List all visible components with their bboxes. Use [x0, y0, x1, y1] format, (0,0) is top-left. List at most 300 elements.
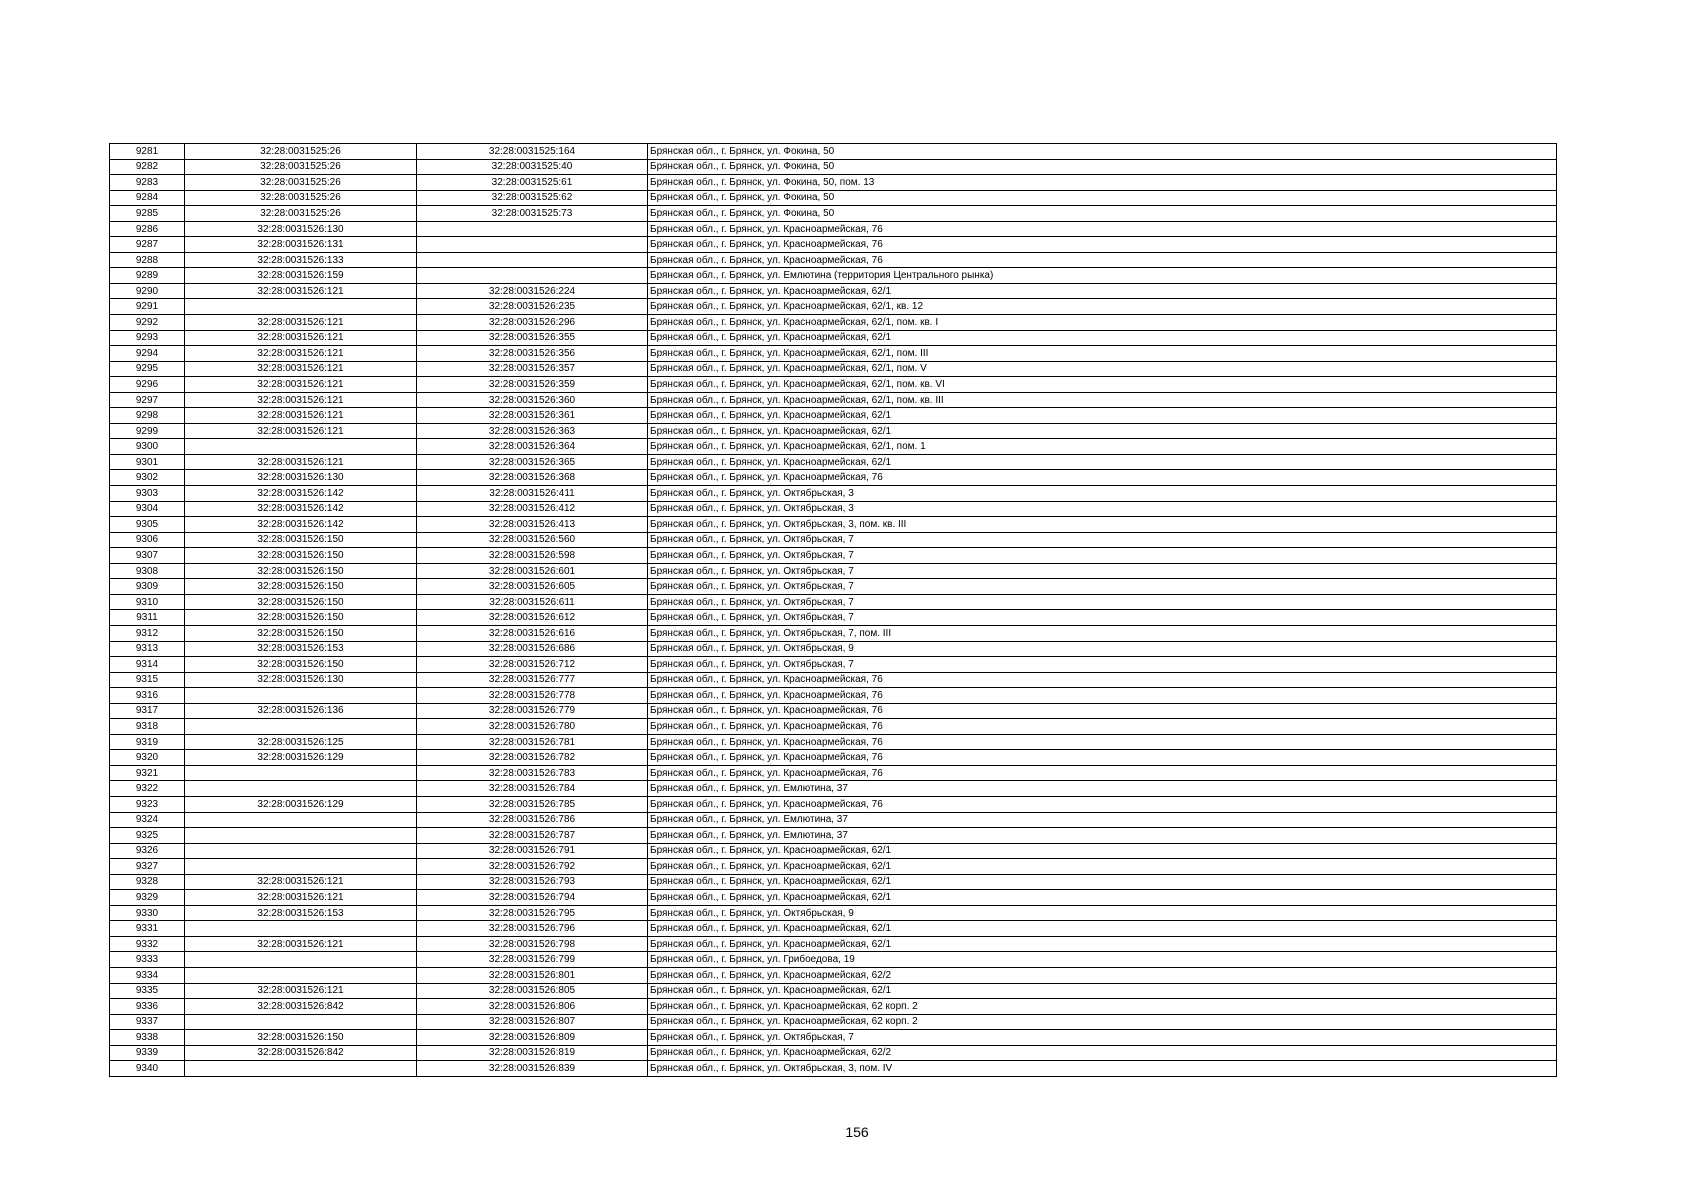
object-cadastral-number-cell: 32:28:0031526:786	[417, 812, 648, 828]
object-cadastral-number-cell: 32:28:0031526:819	[417, 1045, 648, 1061]
table-row	[110, 237, 1557, 253]
object-cadastral-number-cell: 32:28:0031525:40	[417, 159, 648, 175]
row-number-cell: 9301	[110, 454, 185, 470]
object-cadastral-number-cell: 32:28:0031526:778	[417, 688, 648, 704]
table-row	[110, 796, 1557, 812]
object-cadastral-number-cell: 32:28:0031526:801	[417, 967, 648, 983]
address-cell: Брянская обл., г. Брянск, ул. Октябрьская, 7	[648, 610, 1557, 626]
address-cell: Брянская обл., г. Брянск, ул. Красноармейская, 62/1	[648, 874, 1557, 890]
row-number-cell: 9309	[110, 579, 185, 595]
address-cell: Брянская обл., г. Брянск, ул. Красноармейская, 62/1, кв. 12	[648, 299, 1557, 315]
object-cadastral-number-cell: 32:28:0031526:783	[417, 765, 648, 781]
object-cadastral-number-cell: 32:28:0031526:363	[417, 423, 648, 439]
row-number-cell: 9297	[110, 392, 185, 408]
object-cadastral-number-cell: 32:28:0031526:782	[417, 750, 648, 766]
row-number-cell: 9293	[110, 330, 185, 346]
table-row	[110, 999, 1557, 1015]
parent-cadastral-number-cell: 32:28:0031526:121	[185, 874, 417, 890]
address-cell: Брянская обл., г. Брянск, ул. Фокина, 50	[648, 144, 1557, 160]
table-row	[110, 610, 1557, 626]
parent-cadastral-number-cell: 32:28:0031526:121	[185, 408, 417, 424]
parent-cadastral-number-cell: 32:28:0031525:26	[185, 206, 417, 222]
address-cell: Брянская обл., г. Брянск, ул. Октябрьская, 3, пом. IV	[648, 1061, 1557, 1077]
object-cadastral-number-cell: 32:28:0031526:793	[417, 874, 648, 890]
parent-cadastral-number-cell: 32:28:0031526:150	[185, 548, 417, 564]
object-cadastral-number-cell: 32:28:0031526:791	[417, 843, 648, 859]
row-number-cell: 9318	[110, 719, 185, 735]
address-cell: Брянская обл., г. Брянск, ул. Емлютина, 37	[648, 828, 1557, 844]
table-row	[110, 206, 1557, 222]
table-row	[110, 532, 1557, 548]
table-row	[110, 377, 1557, 393]
address-cell: Брянская обл., г. Брянск, ул. Октябрьская, 9	[648, 641, 1557, 657]
object-cadastral-number-cell: 32:28:0031526:412	[417, 501, 648, 517]
parent-cadastral-number-cell: 32:28:0031526:121	[185, 283, 417, 299]
address-cell: Брянская обл., г. Брянск, ул. Октябрьская, 7	[648, 548, 1557, 564]
address-cell: Брянская обл., г. Брянск, ул. Красноармейская, 62/1	[648, 283, 1557, 299]
address-cell: Брянская обл., г. Брянск, ул. Красноармейская, 76	[648, 796, 1557, 812]
parent-cadastral-number-cell: 32:28:0031526:129	[185, 796, 417, 812]
object-cadastral-number-cell: 32:28:0031526:794	[417, 890, 648, 906]
parent-cadastral-number-cell: 32:28:0031526:842	[185, 999, 417, 1015]
row-number-cell: 9286	[110, 221, 185, 237]
row-number-cell: 9332	[110, 936, 185, 952]
row-number-cell: 9320	[110, 750, 185, 766]
parent-cadastral-number-cell: 32:28:0031526:125	[185, 734, 417, 750]
address-cell: Брянская обл., г. Брянск, ул. Октябрьская, 3	[648, 486, 1557, 502]
row-number-cell: 9307	[110, 548, 185, 564]
row-number-cell: 9289	[110, 268, 185, 284]
row-number-cell: 9296	[110, 377, 185, 393]
table-row	[110, 688, 1557, 704]
parent-cadastral-number-cell	[185, 952, 417, 968]
parent-cadastral-number-cell: 32:28:0031526:121	[185, 361, 417, 377]
address-cell: Брянская обл., г. Брянск, ул. Красноармейская, 62/1, пом. кв. III	[648, 392, 1557, 408]
table-row	[110, 703, 1557, 719]
row-number-cell: 9290	[110, 283, 185, 299]
cadastral-register-table	[109, 143, 1557, 1077]
parent-cadastral-number-cell: 32:28:0031526:136	[185, 703, 417, 719]
address-cell: Брянская обл., г. Брянск, ул. Красноармейская, 62/2	[648, 967, 1557, 983]
parent-cadastral-number-cell: 32:28:0031526:150	[185, 579, 417, 595]
table-row	[110, 983, 1557, 999]
object-cadastral-number-cell: 32:28:0031526:787	[417, 828, 648, 844]
table-row	[110, 734, 1557, 750]
parent-cadastral-number-cell	[185, 812, 417, 828]
table-row	[110, 175, 1557, 191]
table-row	[110, 859, 1557, 875]
parent-cadastral-number-cell: 32:28:0031526:130	[185, 221, 417, 237]
object-cadastral-number-cell: 32:28:0031526:796	[417, 921, 648, 937]
parent-cadastral-number-cell: 32:28:0031526:129	[185, 750, 417, 766]
table-row	[110, 283, 1557, 299]
row-number-cell: 9305	[110, 517, 185, 533]
object-cadastral-number-cell: 32:28:0031526:356	[417, 346, 648, 362]
object-cadastral-number-cell: 32:28:0031526:357	[417, 361, 648, 377]
parent-cadastral-number-cell: 32:28:0031526:153	[185, 905, 417, 921]
row-number-cell: 9313	[110, 641, 185, 657]
row-number-cell: 9312	[110, 625, 185, 641]
object-cadastral-number-cell	[417, 268, 648, 284]
row-number-cell: 9311	[110, 610, 185, 626]
object-cadastral-number-cell: 32:28:0031526:355	[417, 330, 648, 346]
object-cadastral-number-cell: 32:28:0031526:368	[417, 470, 648, 486]
table-row	[110, 750, 1557, 766]
table-row	[110, 1030, 1557, 1046]
object-cadastral-number-cell: 32:28:0031526:361	[417, 408, 648, 424]
table-row	[110, 563, 1557, 579]
row-number-cell: 9287	[110, 237, 185, 253]
address-cell: Брянская обл., г. Брянск, ул. Фокина, 50, пом. 13	[648, 175, 1557, 191]
row-number-cell: 9325	[110, 828, 185, 844]
table-row	[110, 1014, 1557, 1030]
table-row	[110, 828, 1557, 844]
parent-cadastral-number-cell: 32:28:0031526:121	[185, 454, 417, 470]
object-cadastral-number-cell: 32:28:0031526:792	[417, 859, 648, 875]
row-number-cell: 9326	[110, 843, 185, 859]
parent-cadastral-number-cell: 32:28:0031526:153	[185, 641, 417, 657]
object-cadastral-number-cell: 32:28:0031526:806	[417, 999, 648, 1015]
table-row	[110, 190, 1557, 206]
parent-cadastral-number-cell: 32:28:0031526:130	[185, 470, 417, 486]
row-number-cell: 9298	[110, 408, 185, 424]
parent-cadastral-number-cell: 32:28:0031526:121	[185, 330, 417, 346]
object-cadastral-number-cell: 32:28:0031526:601	[417, 563, 648, 579]
address-cell: Брянская обл., г. Брянск, ул. Красноармейская, 62/1	[648, 983, 1557, 999]
row-number-cell: 9339	[110, 1045, 185, 1061]
row-number-cell: 9303	[110, 486, 185, 502]
object-cadastral-number-cell: 32:28:0031525:73	[417, 206, 648, 222]
table-row	[110, 408, 1557, 424]
parent-cadastral-number-cell: 32:28:0031526:150	[185, 625, 417, 641]
object-cadastral-number-cell	[417, 237, 648, 253]
parent-cadastral-number-cell: 32:28:0031526:150	[185, 610, 417, 626]
address-cell: Брянская обл., г. Брянск, ул. Красноармейская, 76	[648, 672, 1557, 688]
object-cadastral-number-cell: 32:28:0031526:360	[417, 392, 648, 408]
address-cell: Брянская обл., г. Брянск, ул. Грибоедова, 19	[648, 952, 1557, 968]
table-row	[110, 221, 1557, 237]
parent-cadastral-number-cell: 32:28:0031526:121	[185, 377, 417, 393]
object-cadastral-number-cell	[417, 221, 648, 237]
parent-cadastral-number-cell	[185, 688, 417, 704]
parent-cadastral-number-cell	[185, 765, 417, 781]
parent-cadastral-number-cell: 32:28:0031526:142	[185, 517, 417, 533]
row-number-cell: 9302	[110, 470, 185, 486]
row-number-cell: 9331	[110, 921, 185, 937]
object-cadastral-number-cell: 32:28:0031526:598	[417, 548, 648, 564]
table-row	[110, 299, 1557, 315]
table-row	[110, 874, 1557, 890]
row-number-cell: 9334	[110, 967, 185, 983]
address-cell: Брянская обл., г. Брянск, ул. Октябрьская, 7	[648, 563, 1557, 579]
parent-cadastral-number-cell	[185, 719, 417, 735]
address-cell: Брянская обл., г. Брянск, ул. Красноармейская, 62/1, пом. кв. I	[648, 315, 1557, 331]
object-cadastral-number-cell: 32:28:0031526:411	[417, 486, 648, 502]
object-cadastral-number-cell: 32:28:0031526:798	[417, 936, 648, 952]
object-cadastral-number-cell: 32:28:0031526:799	[417, 952, 648, 968]
address-cell: Брянская обл., г. Брянск, ул. Емлютина (территория Центрального рынка)	[648, 268, 1557, 284]
table-row	[110, 594, 1557, 610]
object-cadastral-number-cell: 32:28:0031525:164	[417, 144, 648, 160]
object-cadastral-number-cell: 32:28:0031526:784	[417, 781, 648, 797]
table-row	[110, 423, 1557, 439]
table-row	[110, 967, 1557, 983]
address-cell: Брянская обл., г. Брянск, ул. Красноармейская, 62/1	[648, 408, 1557, 424]
object-cadastral-number-cell: 32:28:0031525:61	[417, 175, 648, 191]
table-row	[110, 470, 1557, 486]
row-number-cell: 9282	[110, 159, 185, 175]
object-cadastral-number-cell: 32:28:0031526:805	[417, 983, 648, 999]
row-number-cell: 9324	[110, 812, 185, 828]
table-row	[110, 625, 1557, 641]
parent-cadastral-number-cell	[185, 921, 417, 937]
address-cell: Брянская обл., г. Брянск, ул. Октябрьская, 7, пом. III	[648, 625, 1557, 641]
row-number-cell: 9337	[110, 1014, 185, 1030]
table-row	[110, 812, 1557, 828]
address-cell: Брянская обл., г. Брянск, ул. Емлютина, 37	[648, 812, 1557, 828]
parent-cadastral-number-cell: 32:28:0031525:26	[185, 144, 417, 160]
address-cell: Брянская обл., г. Брянск, ул. Красноармейская, 62/1, пом. III	[648, 346, 1557, 362]
address-cell: Брянская обл., г. Брянск, ул. Октябрьская, 7	[648, 579, 1557, 595]
address-cell: Брянская обл., г. Брянск, ул. Красноармейская, 62/2	[648, 1045, 1557, 1061]
table-row	[110, 392, 1557, 408]
row-number-cell: 9294	[110, 346, 185, 362]
parent-cadastral-number-cell: 32:28:0031526:150	[185, 657, 417, 673]
register-table-body	[110, 144, 1557, 1077]
object-cadastral-number-cell: 32:28:0031526:364	[417, 439, 648, 455]
object-cadastral-number-cell: 32:28:0031526:605	[417, 579, 648, 595]
parent-cadastral-number-cell: 32:28:0031525:26	[185, 159, 417, 175]
object-cadastral-number-cell: 32:28:0031526:413	[417, 517, 648, 533]
parent-cadastral-number-cell: 32:28:0031526:150	[185, 594, 417, 610]
object-cadastral-number-cell: 32:28:0031525:62	[417, 190, 648, 206]
table-row	[110, 921, 1557, 937]
parent-cadastral-number-cell	[185, 859, 417, 875]
address-cell: Брянская обл., г. Брянск, ул. Красноармейская, 76	[648, 470, 1557, 486]
parent-cadastral-number-cell	[185, 299, 417, 315]
table-row	[110, 579, 1557, 595]
address-cell: Брянская обл., г. Брянск, ул. Красноармейская, 76	[648, 765, 1557, 781]
parent-cadastral-number-cell	[185, 828, 417, 844]
object-cadastral-number-cell: 32:28:0031526:779	[417, 703, 648, 719]
address-cell: Брянская обл., г. Брянск, ул. Красноармейская, 62/1	[648, 890, 1557, 906]
parent-cadastral-number-cell	[185, 781, 417, 797]
table-row	[110, 765, 1557, 781]
address-cell: Брянская обл., г. Брянск, ул. Красноармейская, 62/1	[648, 859, 1557, 875]
parent-cadastral-number-cell: 32:28:0031526:121	[185, 315, 417, 331]
address-cell: Брянская обл., г. Брянск, ул. Красноармейская, 62/1	[648, 454, 1557, 470]
row-number-cell: 9322	[110, 781, 185, 797]
address-cell: Брянская обл., г. Брянск, ул. Красноармейская, 76	[648, 719, 1557, 735]
row-number-cell: 9285	[110, 206, 185, 222]
table-row	[110, 1061, 1557, 1077]
address-cell: Брянская обл., г. Брянск, ул. Красноармейская, 62 корп. 2	[648, 1014, 1557, 1030]
address-cell: Брянская обл., г. Брянск, ул. Октябрьская, 3	[648, 501, 1557, 517]
parent-cadastral-number-cell: 32:28:0031526:150	[185, 563, 417, 579]
parent-cadastral-number-cell: 32:28:0031526:142	[185, 501, 417, 517]
table-row	[110, 252, 1557, 268]
parent-cadastral-number-cell: 32:28:0031526:842	[185, 1045, 417, 1061]
object-cadastral-number-cell: 32:28:0031526:780	[417, 719, 648, 735]
address-cell: Брянская обл., г. Брянск, ул. Фокина, 50	[648, 206, 1557, 222]
row-number-cell: 9299	[110, 423, 185, 439]
table-row	[110, 781, 1557, 797]
table-row	[110, 159, 1557, 175]
parent-cadastral-number-cell: 32:28:0031526:121	[185, 392, 417, 408]
object-cadastral-number-cell: 32:28:0031526:807	[417, 1014, 648, 1030]
row-number-cell: 9319	[110, 734, 185, 750]
address-cell: Брянская обл., г. Брянск, ул. Фокина, 50	[648, 190, 1557, 206]
row-number-cell: 9292	[110, 315, 185, 331]
table-row	[110, 486, 1557, 502]
row-number-cell: 9316	[110, 688, 185, 704]
address-cell: Брянская обл., г. Брянск, ул. Красноармейская, 76	[648, 750, 1557, 766]
table-row	[110, 454, 1557, 470]
table-row	[110, 268, 1557, 284]
row-number-cell: 9300	[110, 439, 185, 455]
object-cadastral-number-cell: 32:28:0031526:686	[417, 641, 648, 657]
parent-cadastral-number-cell	[185, 439, 417, 455]
row-number-cell: 9310	[110, 594, 185, 610]
parent-cadastral-number-cell	[185, 1014, 417, 1030]
row-number-cell: 9291	[110, 299, 185, 315]
object-cadastral-number-cell: 32:28:0031526:839	[417, 1061, 648, 1077]
object-cadastral-number-cell: 32:28:0031526:296	[417, 315, 648, 331]
row-number-cell: 9340	[110, 1061, 185, 1077]
object-cadastral-number-cell: 32:28:0031526:224	[417, 283, 648, 299]
object-cadastral-number-cell: 32:28:0031526:560	[417, 532, 648, 548]
parent-cadastral-number-cell: 32:28:0031526:150	[185, 1030, 417, 1046]
table-row	[110, 517, 1557, 533]
row-number-cell: 9284	[110, 190, 185, 206]
parent-cadastral-number-cell: 32:28:0031526:121	[185, 346, 417, 362]
parent-cadastral-number-cell: 32:28:0031525:26	[185, 190, 417, 206]
row-number-cell: 9328	[110, 874, 185, 890]
table-row	[110, 144, 1557, 160]
table-row	[110, 843, 1557, 859]
table-row	[110, 501, 1557, 517]
row-number-cell: 9315	[110, 672, 185, 688]
row-number-cell: 9321	[110, 765, 185, 781]
object-cadastral-number-cell: 32:28:0031526:809	[417, 1030, 648, 1046]
address-cell: Брянская обл., г. Брянск, ул. Красноармейская, 76	[648, 237, 1557, 253]
row-number-cell: 9327	[110, 859, 185, 875]
address-cell: Брянская обл., г. Брянск, ул. Красноармейская, 62/1, пом. V	[648, 361, 1557, 377]
table-row	[110, 346, 1557, 362]
parent-cadastral-number-cell: 32:28:0031526:150	[185, 532, 417, 548]
address-cell: Брянская обл., г. Брянск, ул. Красноармейская, 62/1, пом. 1	[648, 439, 1557, 455]
address-cell: Брянская обл., г. Брянск, ул. Красноармейская, 62/1	[648, 936, 1557, 952]
row-number-cell: 9323	[110, 796, 185, 812]
address-cell: Брянская обл., г. Брянск, ул. Красноармейская, 62/1	[648, 423, 1557, 439]
row-number-cell: 9283	[110, 175, 185, 191]
row-number-cell: 9306	[110, 532, 185, 548]
address-cell: Брянская обл., г. Брянск, ул. Октябрьская, 3, пом. кв. III	[648, 517, 1557, 533]
object-cadastral-number-cell: 32:28:0031526:781	[417, 734, 648, 750]
address-cell: Брянская обл., г. Брянск, ул. Красноармейская, 76	[648, 688, 1557, 704]
parent-cadastral-number-cell: 32:28:0031525:26	[185, 175, 417, 191]
table-row	[110, 936, 1557, 952]
object-cadastral-number-cell: 32:28:0031526:612	[417, 610, 648, 626]
address-cell: Брянская обл., г. Брянск, ул. Красноармейская, 76	[648, 221, 1557, 237]
table-row	[110, 361, 1557, 377]
object-cadastral-number-cell	[417, 252, 648, 268]
table-row	[110, 548, 1557, 564]
parent-cadastral-number-cell: 32:28:0031526:159	[185, 268, 417, 284]
row-number-cell: 9330	[110, 905, 185, 921]
parent-cadastral-number-cell: 32:28:0031526:133	[185, 252, 417, 268]
address-cell: Брянская обл., г. Брянск, ул. Красноармейская, 62/1	[648, 330, 1557, 346]
parent-cadastral-number-cell	[185, 967, 417, 983]
table-row	[110, 641, 1557, 657]
address-cell: Брянская обл., г. Брянск, ул. Красноармейская, 62/1	[648, 843, 1557, 859]
parent-cadastral-number-cell: 32:28:0031526:121	[185, 423, 417, 439]
table-row	[110, 905, 1557, 921]
object-cadastral-number-cell: 32:28:0031526:359	[417, 377, 648, 393]
row-number-cell: 9317	[110, 703, 185, 719]
table-row	[110, 1045, 1557, 1061]
row-number-cell: 9333	[110, 952, 185, 968]
object-cadastral-number-cell: 32:28:0031526:365	[417, 454, 648, 470]
page-number: 156	[845, 1124, 869, 1140]
object-cadastral-number-cell: 32:28:0031526:616	[417, 625, 648, 641]
object-cadastral-number-cell: 32:28:0031526:712	[417, 657, 648, 673]
table-row	[110, 952, 1557, 968]
parent-cadastral-number-cell: 32:28:0031526:130	[185, 672, 417, 688]
address-cell: Брянская обл., г. Брянск, ул. Красноармейская, 76	[648, 703, 1557, 719]
object-cadastral-number-cell: 32:28:0031526:611	[417, 594, 648, 610]
object-cadastral-number-cell: 32:28:0031526:795	[417, 905, 648, 921]
row-number-cell: 9314	[110, 657, 185, 673]
address-cell: Брянская обл., г. Брянск, ул. Октябрьская, 7	[648, 594, 1557, 610]
address-cell: Брянская обл., г. Брянск, ул. Октябрьская, 7	[648, 1030, 1557, 1046]
row-number-cell: 9281	[110, 144, 185, 160]
object-cadastral-number-cell: 32:28:0031526:235	[417, 299, 648, 315]
parent-cadastral-number-cell: 32:28:0031526:121	[185, 936, 417, 952]
parent-cadastral-number-cell: 32:28:0031526:131	[185, 237, 417, 253]
address-cell: Брянская обл., г. Брянск, ул. Красноармейская, 62 корп. 2	[648, 999, 1557, 1015]
address-cell: Брянская обл., г. Брянск, ул. Фокина, 50	[648, 159, 1557, 175]
row-number-cell: 9288	[110, 252, 185, 268]
object-cadastral-number-cell: 32:28:0031526:785	[417, 796, 648, 812]
row-number-cell: 9329	[110, 890, 185, 906]
row-number-cell: 9308	[110, 563, 185, 579]
address-cell: Брянская обл., г. Брянск, ул. Октябрьская, 7	[648, 532, 1557, 548]
address-cell: Брянская обл., г. Брянск, ул. Октябрьская, 9	[648, 905, 1557, 921]
address-cell: Брянская обл., г. Брянск, ул. Емлютина, 37	[648, 781, 1557, 797]
address-cell: Брянская обл., г. Брянск, ул. Красноармейская, 76	[648, 734, 1557, 750]
parent-cadastral-number-cell	[185, 1061, 417, 1077]
table-row	[110, 439, 1557, 455]
row-number-cell: 9338	[110, 1030, 185, 1046]
table-row	[110, 890, 1557, 906]
address-cell: Брянская обл., г. Брянск, ул. Красноармейская, 62/1	[648, 921, 1557, 937]
parent-cadastral-number-cell	[185, 843, 417, 859]
address-cell: Брянская обл., г. Брянск, ул. Октябрьская, 7	[648, 657, 1557, 673]
address-cell: Брянская обл., г. Брянск, ул. Красноармейская, 76	[648, 252, 1557, 268]
table-row	[110, 315, 1557, 331]
row-number-cell: 9304	[110, 501, 185, 517]
address-cell: Брянская обл., г. Брянск, ул. Красноармейская, 62/1, пом. кв. VI	[648, 377, 1557, 393]
row-number-cell: 9335	[110, 983, 185, 999]
table-row	[110, 672, 1557, 688]
row-number-cell: 9295	[110, 361, 185, 377]
row-number-cell: 9336	[110, 999, 185, 1015]
parent-cadastral-number-cell: 32:28:0031526:121	[185, 983, 417, 999]
table-row	[110, 657, 1557, 673]
parent-cadastral-number-cell: 32:28:0031526:142	[185, 486, 417, 502]
table-row	[110, 330, 1557, 346]
